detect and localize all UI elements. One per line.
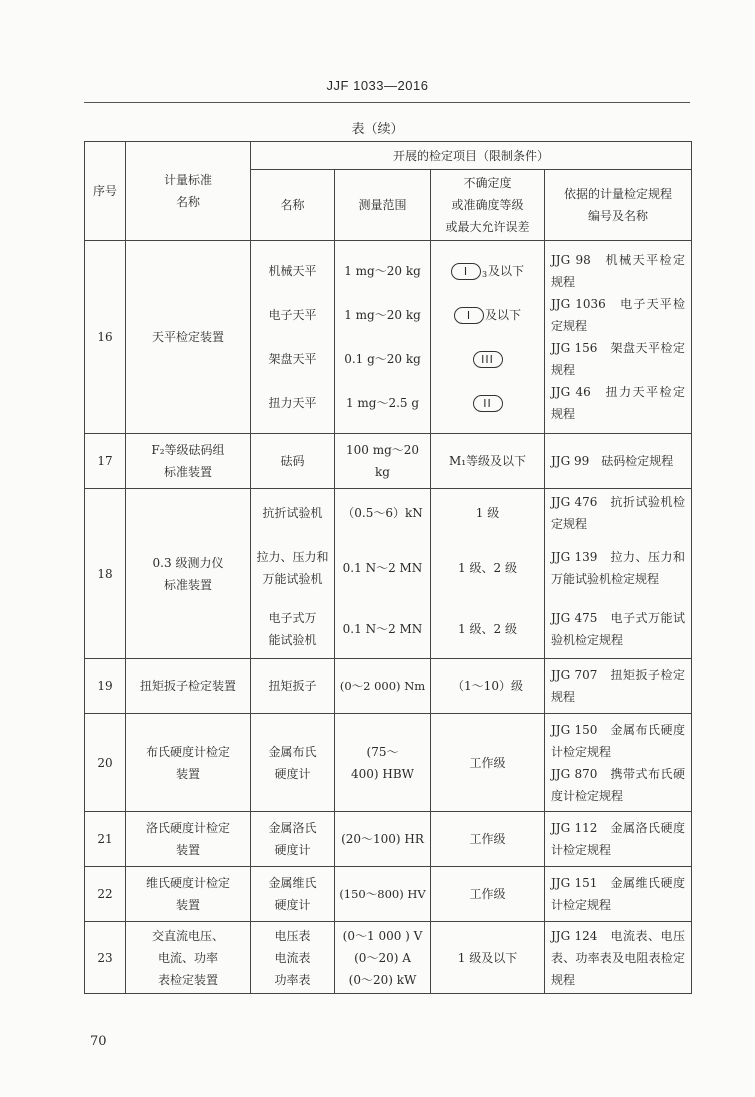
item-range: 100 mg～20 kg: [335, 434, 431, 489]
item-accuracy: 工作级: [431, 867, 545, 922]
row-standard-name: 洛氏硬度计检定 装置: [126, 812, 251, 867]
header-item-name: 名称: [251, 170, 335, 241]
item-accuracy: 1 级、2 级: [458, 560, 517, 575]
item-name: 金属布氏 硬度计: [251, 714, 335, 812]
item-range: (0～1 000 ) V (0～20) A (0～20) kW: [335, 922, 431, 994]
item-basis: JJG 707 扭矩扳子检定规程: [545, 659, 692, 714]
row-seq: 21: [85, 812, 126, 867]
row-seq: 23: [85, 922, 126, 994]
header-seq: 序号: [85, 142, 126, 241]
item-accuracy: M₁等级及以下: [431, 434, 545, 489]
item-accuracy: 1 级: [475, 505, 500, 520]
item-name: 金属洛氏 硬度计: [251, 812, 335, 867]
item-basis: JJG 476 抗折试验机检定规程: [551, 494, 686, 531]
header-verification-items: 开展的检定项目（限制条件）: [251, 142, 692, 170]
item-basis: JJG 99 砝码检定规程: [545, 434, 692, 489]
row-standard-name: 0.3 级测力仪 标准装置: [126, 489, 251, 659]
item-basis: JJG 150 金属布氏硬度计检定规程 JJG 870 携带式布氏硬度计检定规程: [545, 714, 692, 812]
accuracy-class-suffix: 及以下: [488, 264, 525, 278]
item-name: 扭力天平: [268, 396, 317, 410]
item-name: 砝码: [251, 434, 335, 489]
verification-table: [84, 141, 692, 994]
row-standard-name: 天平检定装置: [126, 241, 251, 434]
item-name: 拉力、压力和 万能试验机: [256, 549, 329, 586]
accuracy-class-suffix: 及以下: [484, 308, 521, 322]
header-range: 测量范围: [335, 170, 431, 241]
accuracy-class-subscript: 3: [481, 270, 488, 279]
item-name: 电子式万 能试验机: [268, 610, 317, 647]
item-name: 扭矩扳子: [251, 659, 335, 714]
item-name: 电压表 电流表 功率表: [251, 922, 335, 994]
table-caption: 表（续）: [351, 122, 404, 137]
item-range: (0～2 000) Nm: [335, 659, 431, 714]
row-standard-name: 交直流电压、 电流、功率 表检定装置: [126, 922, 251, 994]
item-range: 1 mg～20 kg: [344, 308, 421, 322]
standard-code-header: JJF 1033—2016: [326, 78, 429, 93]
table-row: [85, 434, 692, 489]
page-number: 70: [90, 1034, 107, 1049]
item-range: (150～800) HV: [335, 867, 431, 922]
header-basis: 依据的计量检定规程 编号及名称: [545, 170, 692, 241]
item-range: 1 mg～2.5 g: [345, 396, 420, 410]
item-basis: JJG 151 金属维氏硬度计检定规程: [545, 867, 692, 922]
item-accuracy: 工作级: [431, 812, 545, 867]
row-seq: 22: [85, 867, 126, 922]
table-row: [85, 659, 692, 714]
row-seq: 20: [85, 714, 126, 812]
header-uncertainty: 不确定度 或准确度等级 或最大允许误差: [431, 170, 545, 241]
accuracy-class-mark-icon: I: [454, 307, 484, 324]
item-range: 0.1 N～2 MN: [342, 560, 423, 575]
accuracy-class-mark-icon: III: [473, 351, 503, 368]
accuracy-class: [431, 293, 544, 337]
row-seq: 16: [85, 241, 126, 434]
item-range: 0.1 N～2 MN: [342, 621, 423, 636]
row-seq: 18: [85, 489, 126, 659]
item-range: 0.1 g～20 kg: [344, 352, 421, 366]
item-name: 抗折试验机: [262, 505, 323, 520]
item-name: 电子天平: [268, 308, 317, 322]
row-standard-name: 扭矩扳子检定装置: [126, 659, 251, 714]
item-name: 机械天平: [268, 264, 317, 278]
table-row: [85, 812, 692, 867]
accuracy-class: [431, 337, 544, 381]
row-seq: 17: [85, 434, 126, 489]
item-name: 金属维氏 硬度计: [251, 867, 335, 922]
item-basis: JJG 112 金属洛氏硬度计检定规程: [545, 812, 692, 867]
row-standard-name: F₂等级砝码组 标准装置: [126, 434, 251, 489]
table-row: [85, 922, 692, 994]
item-basis: JJG 156 架盘天平检定规程: [551, 341, 686, 377]
table-row: [85, 489, 692, 659]
item-accuracy: 工作级: [431, 714, 545, 812]
item-basis: JJG 1036 电子天平检定规程: [551, 297, 686, 333]
item-accuracy: （1～10）级: [431, 659, 545, 714]
row-standard-name: 布氏硬度计检定 装置: [126, 714, 251, 812]
item-range: （0.5～6）kN: [342, 505, 423, 520]
header-rule: [84, 102, 690, 103]
table-row: [85, 714, 692, 812]
item-accuracy: 1 级及以下: [431, 922, 545, 994]
row-standard-name: 维氏硬度计检定 装置: [126, 867, 251, 922]
item-name: 架盘天平: [268, 352, 317, 366]
header-standard-name: 计量标准 名称: [126, 142, 251, 241]
item-basis: JJG 124 电流表、电压表、功率表及电阻表检定规程: [545, 922, 692, 994]
accuracy-class: [431, 249, 544, 293]
item-range: (75～ 400) HBW: [335, 714, 431, 812]
accuracy-class-mark-icon: II: [473, 395, 503, 412]
item-basis: JJG 139 拉力、压力和万能试验机检定规程: [551, 549, 686, 586]
item-basis: JJG 46 扭力天平检定规程: [551, 385, 686, 421]
item-accuracy: 1 级、2 级: [458, 621, 517, 636]
table-row: [85, 867, 692, 922]
item-basis: JJG 98 机械天平检定规程: [551, 253, 686, 289]
accuracy-class-mark-icon: I: [451, 263, 481, 280]
row-seq: 19: [85, 659, 126, 714]
table-row: [85, 241, 692, 434]
item-basis: JJG 475 电子式万能试验机检定规程: [551, 610, 686, 647]
item-range: (20～100) HR: [335, 812, 431, 867]
item-range: 1 mg～20 kg: [344, 264, 421, 278]
accuracy-class: [431, 381, 544, 425]
